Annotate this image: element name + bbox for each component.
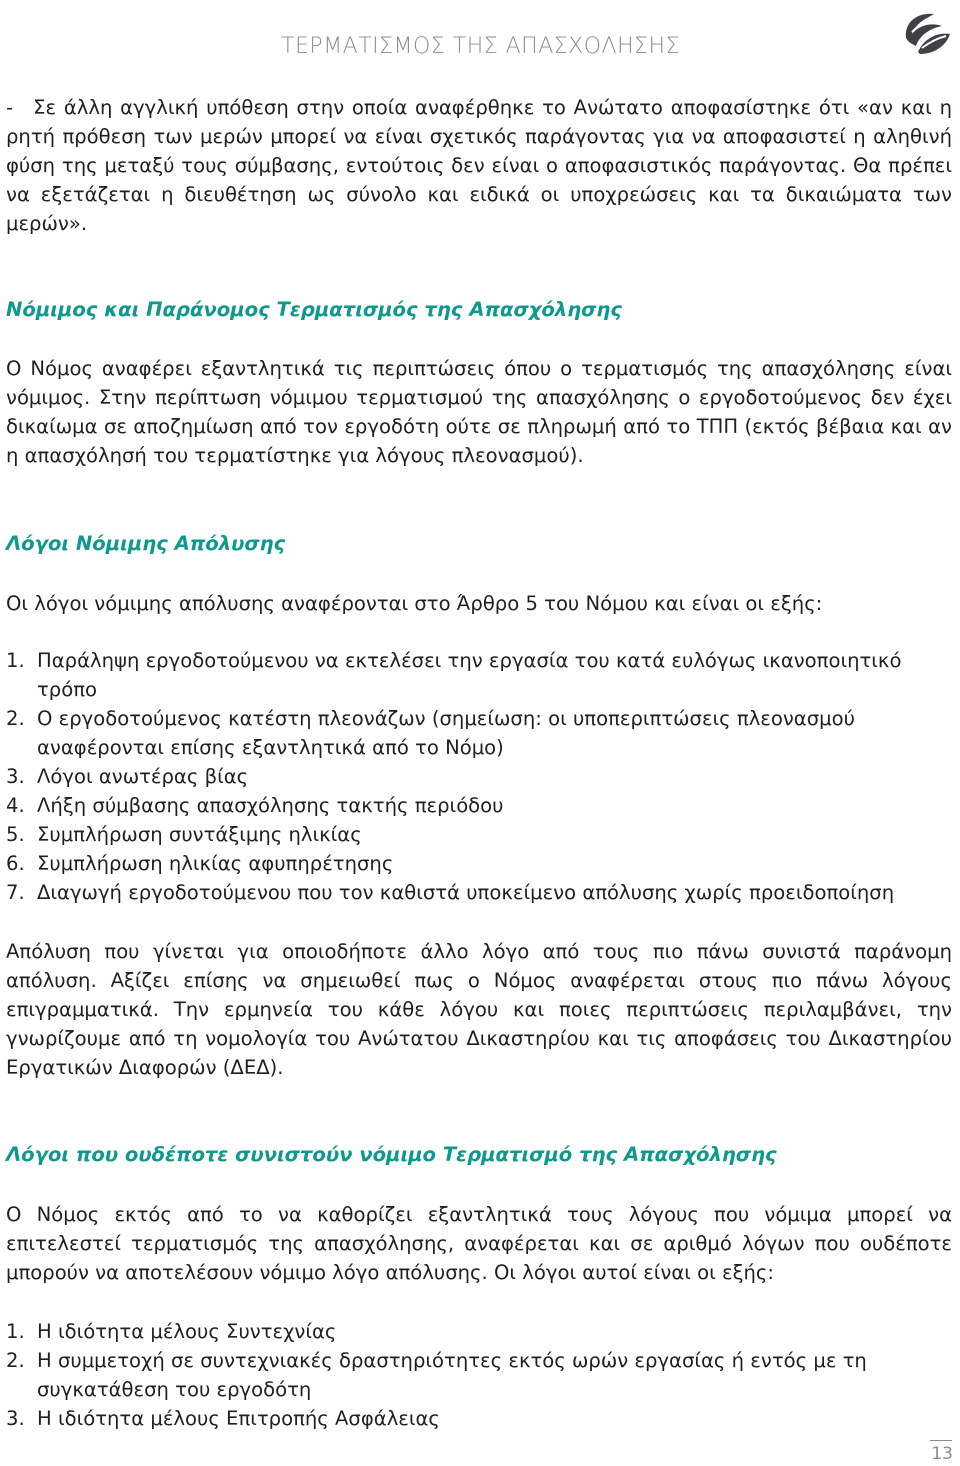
list-item-text: Παράληψη εργοδοτούμενου να εκτελέσει την εργασία του κατά ευλόγως ικανοποιητικό τρόπο [37,649,902,701]
list-item-text: Ο εργοδοτούμενος κατέστη πλεονάζων (σημείωση: οι υποπεριπτώσεις πλεονασμού αναφέρονται επίσης εξαντλητικά από το Νόμο) [37,707,855,759]
page-number-rule [930,1440,952,1441]
list-item-number: 6. [6,852,25,875]
section2-paragraph: Απόλυση που γίνεται για οποιοδήποτε άλλο λόγο από τους πιο πάνω συνιστά παράνομη απόλυση. Αξίζει επίσης να σημειωθεί πως ο Νόμος αναφέρεται στους πιο πάνω λόγους επιγραμματικά. Την ερμηνεία του κάθε λόγου και ποιες περιπτώσεις περιλαμβάνει, την γνωρίζουμε από τη νομολογία του Ανώτατου Δικαστηρίου και τις αποφάσεις του Δικαστηρίου Εργατικών Διαφορών (ΔΕΔ). [6,940,952,1079]
list-item-number: 1. [6,1320,25,1343]
list-item [6,1404,952,1433]
section1-paragraph: Ο Νόμος αναφέρει εξαντλητικά τις περιπτώσεις όπου ο τερματισμός της απασχόλησης είναι νόμιμος. Στην περίπτωση νόμιμου τερματισμού της απασχόλησης ο εργοδοτούμενος δεν έχει δικαίωμα σε αποζημίωση από τον εργοδότη ούτε σε πληρωμή από το ΤΠΠ (εκτός βέβαια και αν η απασχόλησή του τερματίστηκε για λόγους πλεονασμού). [6,357,952,467]
list-item-number: 2. [6,1349,25,1372]
leaf-logo-icon [898,8,954,64]
section3-paragraph: Ο Νόμος εκτός από το να καθορίζει εξαντλητικά τους λόγους που νόμιμα μπορεί να επιτελεστεί τερματισμός της απασχόλησης, αναφέρεται και σε αριθμό λόγων που ουδέποτε μπορούν να αποτελέσουν νόμιμο λόγο απόλυσης. Οι λόγοι αυτοί είναι οι εξής: [6,1203,952,1284]
list-item-text: Η ιδιότητα μέλους Συντεχνίας [37,1320,337,1343]
intro-text: Σε άλλη αγγλική υπόθεση στην οποία αναφέρθηκε το Ανώτατο αποφασίστηκε ότι «αν και η ρητή πρόθεση των μερών μπορεί να είναι σχετικός παράγοντας για να αποφασιστεί η αληθινή φύση της μεταξύ τους σύμβασης, εντούτοις δεν είναι ο αποφασιστικός παράγοντας. Θα πρέπει να εξετάζεται η διευθέτηση ως σύνολο και ειδικά οι υποχρεώσεις και τα δικαιώματα των μερών». [6,96,952,235]
list-item [6,791,952,820]
list-item-number: 2. [6,707,25,730]
running-header-title: ΤΕΡΜΑΤΙΣΜΟΣ ΤΗΣ ΑΠΑΣΧΟΛΗΣΗΣ [281,34,680,59]
list-item [6,878,952,907]
list-item-number: 3. [6,1407,25,1430]
list-item-text: Συμπλήρωση συντάξιμης ηλικίας [37,823,362,846]
list-item [6,704,952,762]
list-item-text: Διαγωγή εργοδοτούμενου που τον καθιστά υποκείμενο απόλυσης χωρίς προειδοποίηση [37,881,895,904]
list-item-number: 3. [6,765,25,788]
list-item [6,646,952,704]
lawful-reasons-list [6,646,952,907]
list-item-text: Συμπλήρωση ηλικίας αφυπηρέτησης [37,852,394,875]
list-item [6,820,952,849]
section2-intro: Οι λόγοι νόμιμης απόλυσης αναφέρονται στο Άρθρο 5 του Νόμου και είναι οι εξής: [6,592,823,615]
list-item-text: Η συμμετοχή σε συντεχνιακές δραστηριότητες εκτός ωρών εργασίας ή εντός με τη συγκατάθεση του εργοδότη [37,1349,867,1401]
intro-paragraph [6,93,952,238]
intro-dash: - [6,96,14,119]
list-item-text: Η ιδιότητα μέλους Επιτροπής Ασφάλειας [37,1407,440,1430]
section-heading-never-lawful: Λόγοι που ουδέποτε συνιστούν νόμιμο Τερματισμό της Απασχόλησης [6,1143,777,1166]
list-item-number: 1. [6,649,25,672]
page-number: 13 [931,1444,953,1464]
never-lawful-reasons-list [6,1317,952,1433]
list-item [6,1317,952,1346]
list-item-text: Λήξη σύμβασης απασχόλησης τακτής περιόδου [37,794,504,817]
list-item [6,762,952,791]
section-heading-legal-illegal: Νόμιμος και Παράνομος Τερματισμός της Απασχόλησης [6,298,622,321]
list-item [6,1346,952,1404]
list-item-number: 5. [6,823,25,846]
list-item [6,849,952,878]
list-item-number: 7. [6,881,25,904]
list-item-text: Λόγοι ανωτέρας βίας [37,765,249,788]
list-item-number: 4. [6,794,25,817]
section-heading-lawful-dismissal: Λόγοι Νόμιμης Απόλυσης [6,532,286,555]
